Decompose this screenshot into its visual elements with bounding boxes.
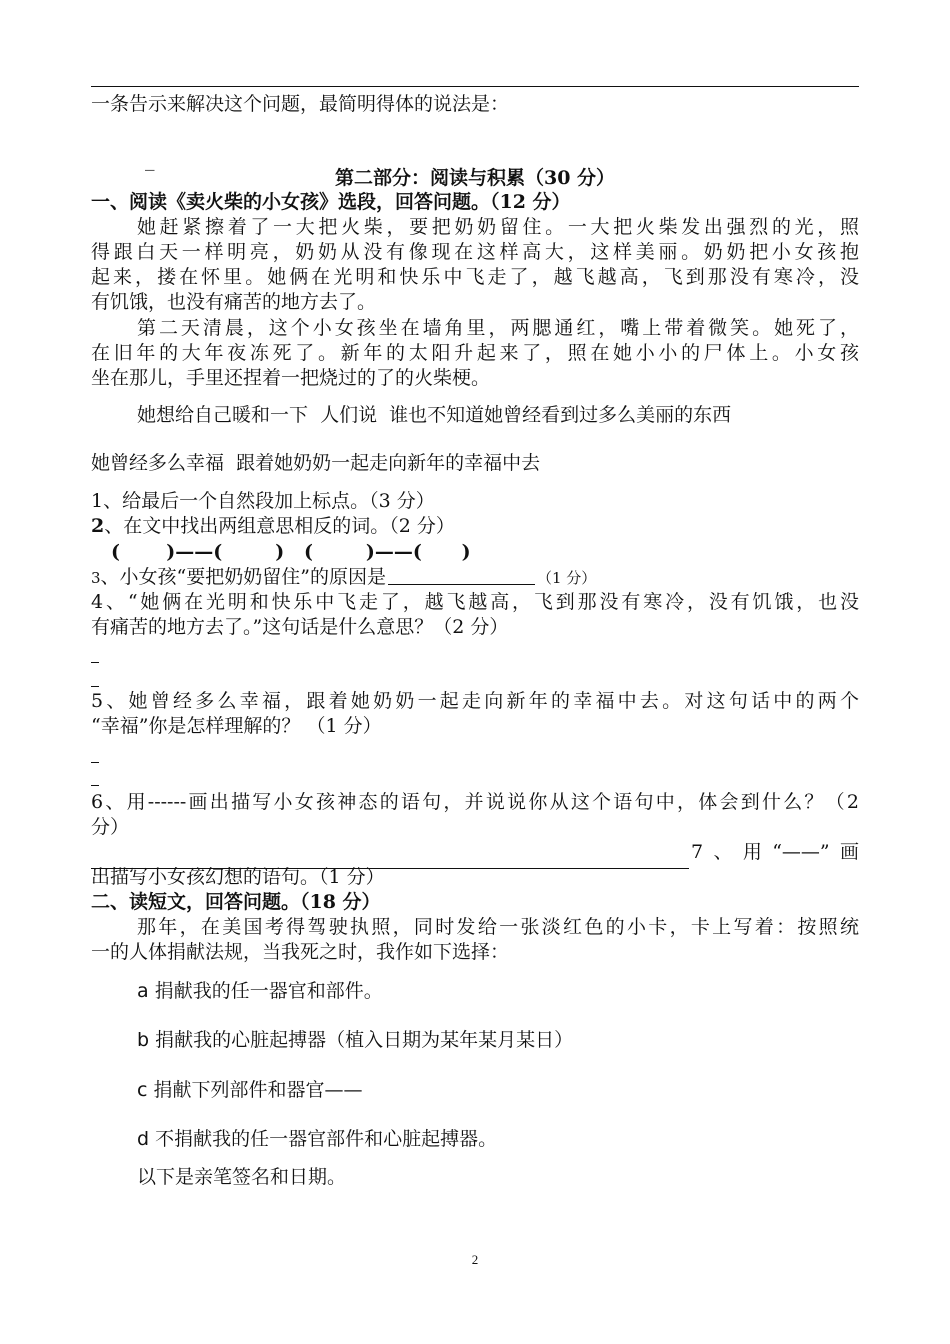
question-3-answer-blank[interactable] — [388, 566, 535, 585]
passage3-line: 那年，在美国考得驾驶执照，同时发给一张淡红色的小卡，卡上写着：按照统 — [137, 916, 859, 938]
passage2-line: 坐在那儿，手里还捏着一把烧过的了的火柴梗。 — [91, 367, 491, 389]
question-4-line: 4、“她俩在光明和快乐中飞走了，越飞越高，飞到那没有寒冷，没有饥饿，也没 — [91, 591, 859, 613]
section1-title: 一、阅读《卖火柴的小女孩》选段，回答问题。（12 分） — [91, 191, 571, 213]
passage1-line: 得跟白天一样明亮，奶奶从没有像现在这样高大，这样美丽。奶奶把小女孩抱 — [91, 241, 859, 263]
question-6-line: 6、用------画出描写小女孩神态的语句，并说说你从这个语句中，体会到什么？（2 — [91, 791, 859, 813]
question-4-line: 有痛苦的地方去了。”这句话是什么意思？（2 分） — [91, 616, 509, 638]
option-d-letter: d — [137, 1128, 150, 1150]
option-c — [137, 1078, 859, 1103]
question-3-text: 、小女孩“要把奶奶留住”的原因是 — [100, 566, 386, 588]
answer-dash — [91, 686, 99, 687]
continued-line: 一条告示来解决这个问题，最简明得体的说法是： — [91, 93, 510, 115]
punctuation-exercise-line: 她曾经多么幸福 跟着她奶奶一起走向新年的幸福中去 — [91, 452, 541, 474]
question-2-text: 、在文中找出两组意思相反的词。（2 分） — [104, 515, 455, 537]
question-7-line: 出描写小女孩幻想的语句。（1 分） — [91, 866, 385, 888]
signature-line: 以下是亲笔签名和日期。 — [137, 1166, 347, 1188]
question-2 — [91, 514, 859, 539]
passage1-line: 她赶紧擦着了一大把火柴，要把奶奶留住。一大把火柴发出强烈的光，照 — [137, 216, 859, 238]
question-3-score: （1 分） — [536, 569, 597, 587]
option-b-letter: b — [137, 1029, 150, 1051]
option-c-letter: c — [137, 1079, 148, 1101]
option-a-text: 捐献我的任一器官和部件。 — [148, 980, 383, 1002]
question-1: 1、给最后一个自然段加上标点。（3 分） — [91, 490, 435, 512]
option-c-text: 捐献下列部件和器官—— — [147, 1079, 363, 1101]
question-5-line: 5、她曾经多么幸福，跟着她奶奶一起走向新年的幸福中去。对这句话中的两个 — [91, 690, 859, 712]
question-5-line: “幸福”你是怎样理解的？ （1 分） — [91, 715, 382, 737]
option-a-letter: a — [137, 980, 149, 1002]
passage1-line: 起来，搂在怀里。她俩在光明和快乐中飞走了，越飞越高，飞到那没有寒冷，没 — [91, 266, 859, 288]
passage2-line: 在旧年的大年夜冻死了。新年的太阳升起来了，照在她小小的尸体上。小女孩 — [91, 342, 859, 364]
punctuation-exercise-line: 她想给自己暖和一下 人们说 谁也不知道她曾经看到过多么美丽的东西 — [137, 404, 732, 426]
passage1-line: 有饥饿，也没有痛苦的地方去了。 — [91, 291, 377, 313]
option-d-text: 不捐献我的任一器官部件和心脏起搏器。 — [149, 1128, 498, 1150]
option-a — [137, 979, 859, 1004]
stray-mark: _ — [145, 149, 155, 171]
section2-title: 二、读短文，回答问题。（18 分） — [91, 891, 381, 913]
option-b-text: 捐献我的心脏起搏器（植入日期为某年某月某日） — [149, 1029, 574, 1051]
answer-dash — [91, 662, 99, 663]
question-2-number: 2 — [91, 515, 105, 537]
passage2-line: 第二天清晨，这个小女孩坐在墙角里，两腮通红，嘴上带着微笑。她死了， — [137, 317, 859, 339]
part2-title: 第二部分：阅读与积累（30 分） — [334, 167, 616, 189]
answer-dash — [91, 785, 99, 786]
passage3-line: 一的人体捐献法规，当我死之时，我作如下选择： — [91, 941, 510, 963]
page-number: 2 — [471, 1252, 479, 1267]
question-6-line: 分） — [91, 816, 130, 838]
option-b — [137, 1028, 859, 1053]
question-7-line: 7、用“——”画 — [691, 841, 859, 863]
option-d — [137, 1127, 859, 1152]
question-3 — [91, 565, 859, 591]
answer-dash — [91, 762, 99, 763]
question-2-blanks: ( )——( ) ( )——( ) — [111, 541, 471, 563]
question-3-number: 3 — [91, 569, 101, 587]
top-rule — [91, 86, 859, 87]
